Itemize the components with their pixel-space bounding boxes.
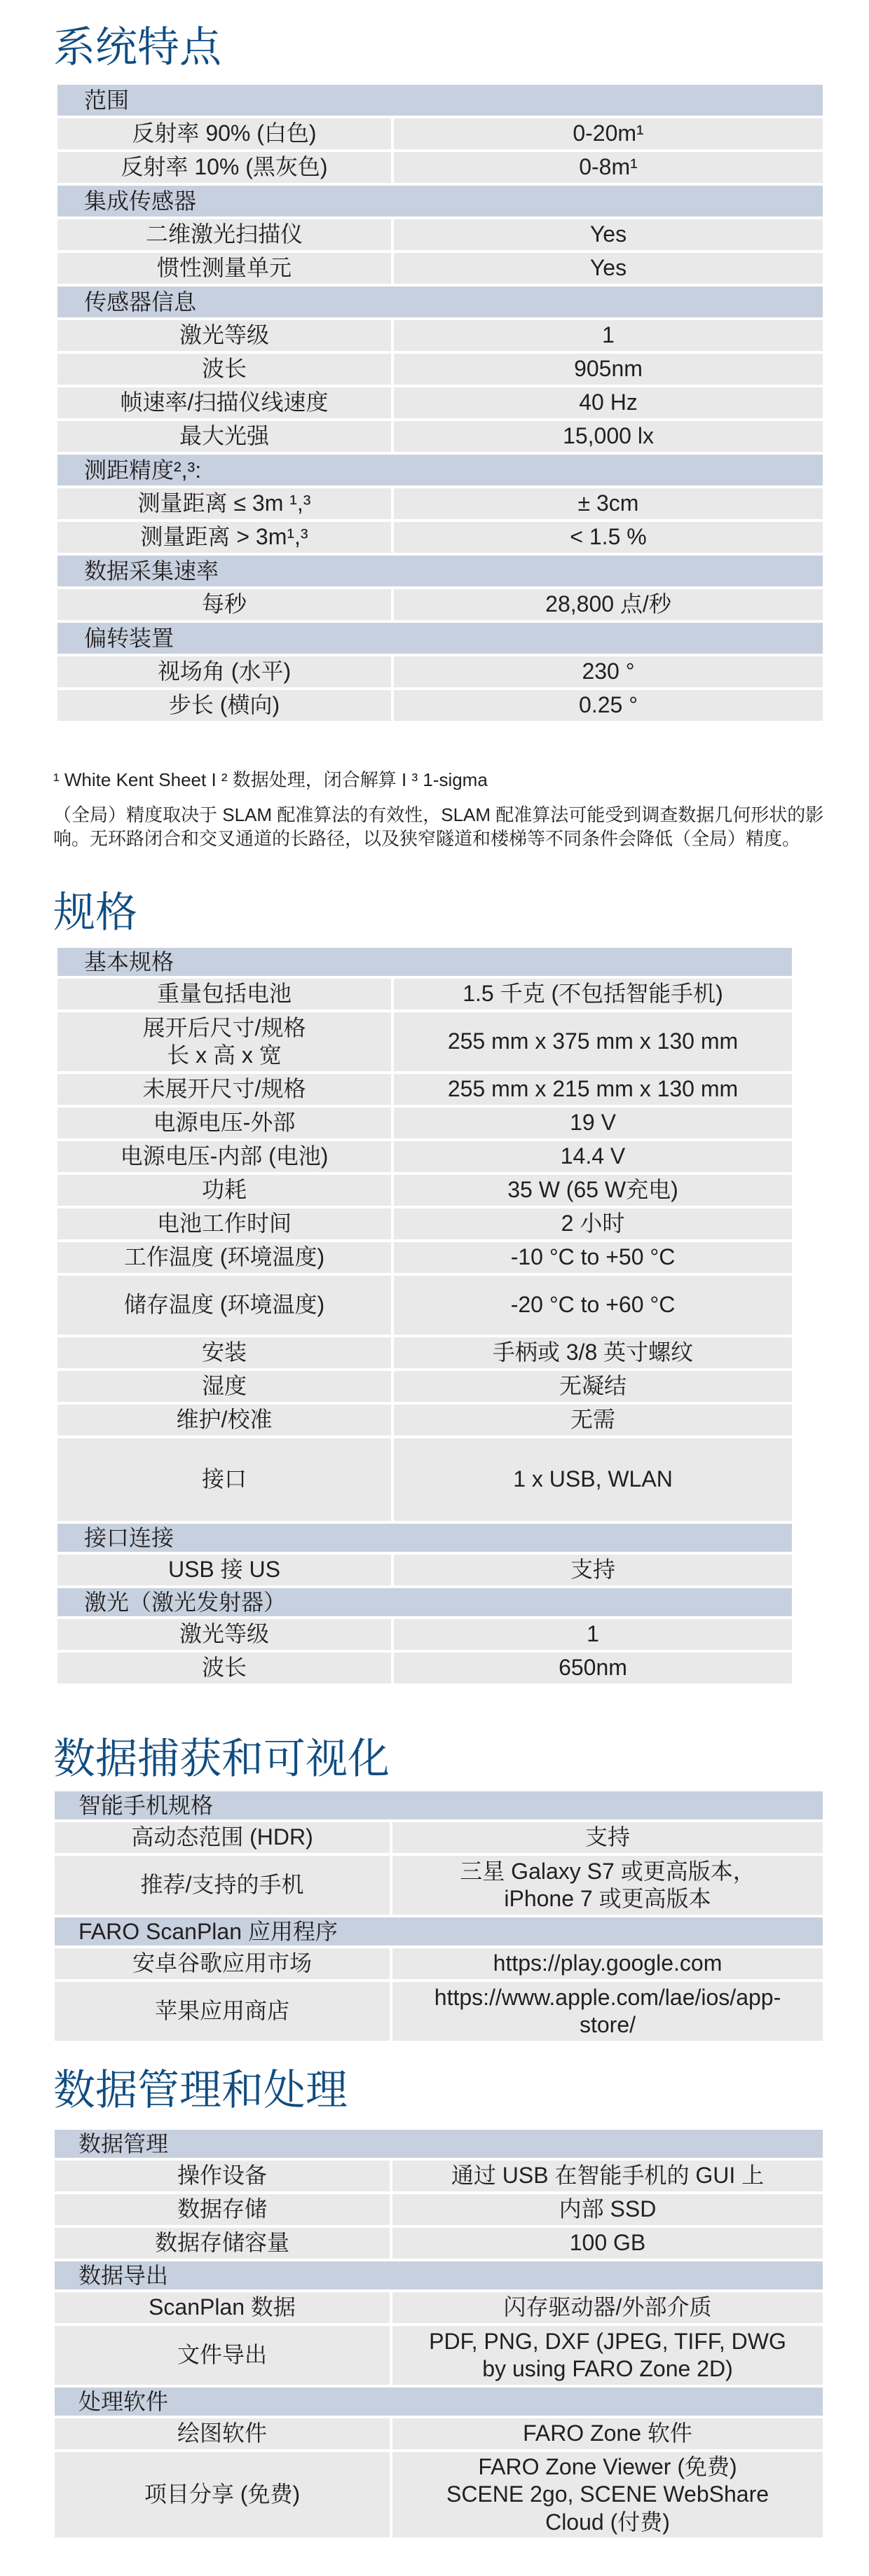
row-value: -20 °C to +60 °C bbox=[394, 1276, 792, 1335]
table-row bbox=[55, 1822, 823, 1853]
group-header: 基本规格 bbox=[57, 948, 792, 976]
row-value: 0.25 ° bbox=[394, 690, 823, 721]
row-label: 重量包括电池 bbox=[57, 979, 391, 1010]
section-title-features: 系统特点 bbox=[53, 23, 221, 72]
management-table bbox=[55, 2130, 823, 2537]
row-label: 电源电压-内部 (电池) bbox=[57, 1141, 391, 1172]
row-label: 测量距离 > 3m¹,³ bbox=[57, 522, 391, 553]
row-label: 波长 bbox=[57, 1653, 391, 1683]
row-value: -10 °C to +50 °C bbox=[394, 1242, 792, 1273]
table-row bbox=[55, 2228, 823, 2259]
row-value: 内部 SSD bbox=[392, 2194, 823, 2225]
row-label: 操作设备 bbox=[55, 2161, 390, 2191]
row-label: 激光等级 bbox=[57, 320, 391, 351]
table-row bbox=[57, 1653, 792, 1683]
row-value: 905nm bbox=[394, 354, 823, 385]
row-value: 2 小时 bbox=[394, 1208, 792, 1239]
footnote-references: ¹ White Kent Sheet I ² 数据处理，闭合解算 I ³ 1-sigma bbox=[53, 769, 488, 790]
row-label: 数据存储容量 bbox=[55, 2228, 390, 2259]
row-label: 帧速率/扫描仪线速度 bbox=[57, 387, 391, 418]
group-header: 测距精度²,³: bbox=[57, 455, 823, 485]
table-row bbox=[55, 2418, 823, 2449]
table-row bbox=[57, 1175, 792, 1206]
row-label: 功耗 bbox=[57, 1175, 391, 1206]
row-label: 每秒 bbox=[57, 589, 391, 620]
table-row bbox=[57, 1337, 792, 1368]
table-row bbox=[55, 1948, 823, 1979]
row-value: 100 GB bbox=[392, 2228, 823, 2259]
row-label: 波长 bbox=[57, 354, 391, 385]
row-label: 安装 bbox=[57, 1337, 391, 1368]
row-value: FARO Zone 软件 bbox=[392, 2418, 823, 2449]
row-label: 数据存储 bbox=[55, 2194, 390, 2225]
row-label: 未展开尺寸/规格 bbox=[57, 1074, 391, 1105]
table-row bbox=[57, 1208, 792, 1239]
table-row bbox=[57, 1074, 792, 1105]
table-row bbox=[57, 1012, 792, 1071]
row-label: 反射率 10% (黑灰色) bbox=[57, 152, 391, 183]
row-value: 1 x USB, WLAN bbox=[394, 1438, 792, 1521]
group-header: 激光（激光发射器） bbox=[57, 1588, 792, 1616]
row-label: 视场角 (水平) bbox=[57, 656, 391, 687]
group-header: 集成传感器 bbox=[57, 186, 823, 216]
row-value: 1 bbox=[394, 1619, 792, 1650]
group-header: 传感器信息 bbox=[57, 287, 823, 317]
group-header: 数据导出 bbox=[55, 2261, 823, 2289]
row-value: 35 W (65 W充电) bbox=[394, 1175, 792, 1206]
row-label: 电源电压-外部 bbox=[57, 1108, 391, 1138]
row-label: 高动态范围 (HDR) bbox=[55, 1822, 390, 1853]
row-value: 通过 USB 在智能手机的 GUI 上 bbox=[392, 2161, 823, 2191]
accuracy-footnote: （全局）精度取决于 SLAM 配准算法的有效性，SLAM 配准算法可能受到调查数据几何形状的影响。无环路闭合和交叉通道的长路径，以及狭窄隧道和楼梯等不同条件会降低（全局）精度。 bbox=[53, 804, 824, 849]
table-row bbox=[57, 320, 823, 351]
row-label: 测量距离 ≤ 3m ¹,³ bbox=[57, 488, 391, 519]
row-value: 0-20m¹ bbox=[394, 118, 823, 149]
table-row bbox=[57, 1619, 792, 1650]
group-header: 偏转装置 bbox=[57, 623, 823, 654]
row-label: 推荐/支持的手机 bbox=[55, 1856, 390, 1915]
row-label: 反射率 90% (白色) bbox=[57, 118, 391, 149]
row-value: 手柄或 3/8 英寸螺纹 bbox=[394, 1337, 792, 1368]
table-row bbox=[55, 2292, 823, 2323]
row-value: 1 bbox=[394, 320, 823, 351]
row-value: 0-8m¹ bbox=[394, 152, 823, 183]
features-table bbox=[57, 85, 823, 721]
row-value: 支持 bbox=[394, 1555, 792, 1585]
table-row bbox=[57, 421, 823, 452]
row-value: 支持 bbox=[392, 1822, 823, 1853]
section-title-capture: 数据捕获和可视化 bbox=[53, 1735, 390, 1784]
group-header: 智能手机规格 bbox=[55, 1791, 823, 1819]
row-value: ± 3cm bbox=[394, 488, 823, 519]
table-row bbox=[57, 1242, 792, 1273]
table-row bbox=[57, 354, 823, 385]
row-label: USB 接 US bbox=[57, 1555, 391, 1585]
table-row bbox=[57, 1108, 792, 1138]
row-value: https://play.google.com bbox=[392, 1948, 823, 1979]
table-row bbox=[57, 1141, 792, 1172]
row-value: 28,800 点/秒 bbox=[394, 589, 823, 620]
row-label: 展开后尺寸/规格 长 x 高 x 宽 bbox=[57, 1012, 391, 1071]
row-label: ScanPlan 数据 bbox=[55, 2292, 390, 2323]
table-row bbox=[57, 219, 823, 250]
table-row bbox=[55, 1856, 823, 1915]
row-value: 15,000 lx bbox=[394, 421, 823, 452]
table-row bbox=[57, 1555, 792, 1585]
table-row bbox=[55, 2161, 823, 2191]
table-row bbox=[57, 690, 823, 721]
row-label: 惯性测量单元 bbox=[57, 253, 391, 284]
row-value: < 1.5 % bbox=[394, 522, 823, 553]
table-row bbox=[57, 656, 823, 687]
row-label: 步长 (横向) bbox=[57, 690, 391, 721]
row-label: 绘图软件 bbox=[55, 2418, 390, 2449]
table-row bbox=[57, 1276, 792, 1335]
row-value: 255 mm x 375 mm x 130 mm bbox=[394, 1012, 792, 1071]
row-label: 湿度 bbox=[57, 1371, 391, 1402]
group-header: 数据管理 bbox=[55, 2130, 823, 2158]
row-value: 无凝结 bbox=[394, 1371, 792, 1402]
group-header: 范围 bbox=[57, 85, 823, 116]
row-value: PDF, PNG, DXF (JPEG, TIFF, DWG by using FARO Zone 2D) bbox=[392, 2326, 823, 2385]
table-row bbox=[55, 2194, 823, 2225]
table-row bbox=[57, 118, 823, 149]
table-row bbox=[57, 1405, 792, 1435]
table-row bbox=[55, 2452, 823, 2537]
section-title-specs: 规格 bbox=[53, 888, 137, 937]
row-label: 项目分享 (免费) bbox=[55, 2452, 390, 2537]
row-value: 255 mm x 215 mm x 130 mm bbox=[394, 1074, 792, 1105]
row-value: FARO Zone Viewer (免费) SCENE 2go, SCENE WebShare Cloud (付费) bbox=[392, 2452, 823, 2537]
group-header: 处理软件 bbox=[55, 2388, 823, 2416]
row-value: 14.4 V bbox=[394, 1141, 792, 1172]
section-title-management: 数据管理和处理 bbox=[53, 2066, 348, 2115]
table-row bbox=[57, 488, 823, 519]
row-value: 1.5 千克 (不包括智能手机) bbox=[394, 979, 792, 1010]
row-label: 储存温度 (环境温度) bbox=[57, 1276, 391, 1335]
group-header: 数据采集速率 bbox=[57, 556, 823, 586]
table-row bbox=[57, 522, 823, 553]
row-label: 维护/校准 bbox=[57, 1405, 391, 1435]
row-label: 接口 bbox=[57, 1438, 391, 1521]
table-row bbox=[57, 152, 823, 183]
row-value: Yes bbox=[394, 253, 823, 284]
table-row bbox=[57, 1438, 792, 1521]
group-header: FARO ScanPlan 应用程序 bbox=[55, 1917, 823, 1945]
capture-table bbox=[55, 1791, 823, 2041]
table-row bbox=[57, 253, 823, 284]
row-value: 闪存驱动器/外部介质 bbox=[392, 2292, 823, 2323]
specs-table bbox=[57, 948, 792, 1683]
table-row bbox=[55, 2326, 823, 2385]
row-value: 230 ° bbox=[394, 656, 823, 687]
row-label: 电池工作时间 bbox=[57, 1208, 391, 1239]
row-label: 激光等级 bbox=[57, 1619, 391, 1650]
row-label: 二维激光扫描仪 bbox=[57, 219, 391, 250]
table-row bbox=[57, 387, 823, 418]
row-label: 安卓谷歌应用市场 bbox=[55, 1948, 390, 1979]
row-value: 无需 bbox=[394, 1405, 792, 1435]
table-row bbox=[57, 979, 792, 1010]
row-value: 40 Hz bbox=[394, 387, 823, 418]
row-label: 工作温度 (环境温度) bbox=[57, 1242, 391, 1273]
row-label: 苹果应用商店 bbox=[55, 1982, 390, 2041]
row-value: Yes bbox=[394, 219, 823, 250]
group-header: 接口连接 bbox=[57, 1524, 792, 1552]
row-value: 650nm bbox=[394, 1653, 792, 1683]
row-value: https://www.apple.com/lae/ios/app- store/ bbox=[392, 1982, 823, 2041]
table-row bbox=[57, 589, 823, 620]
row-label: 文件导出 bbox=[55, 2326, 390, 2385]
row-label: 最大光强 bbox=[57, 421, 391, 452]
table-row bbox=[55, 1982, 823, 2041]
row-value: 三星 Galaxy S7 或更高版本， iPhone 7 或更高版本 bbox=[392, 1856, 823, 1915]
row-value: 19 V bbox=[394, 1108, 792, 1138]
table-row bbox=[57, 1371, 792, 1402]
